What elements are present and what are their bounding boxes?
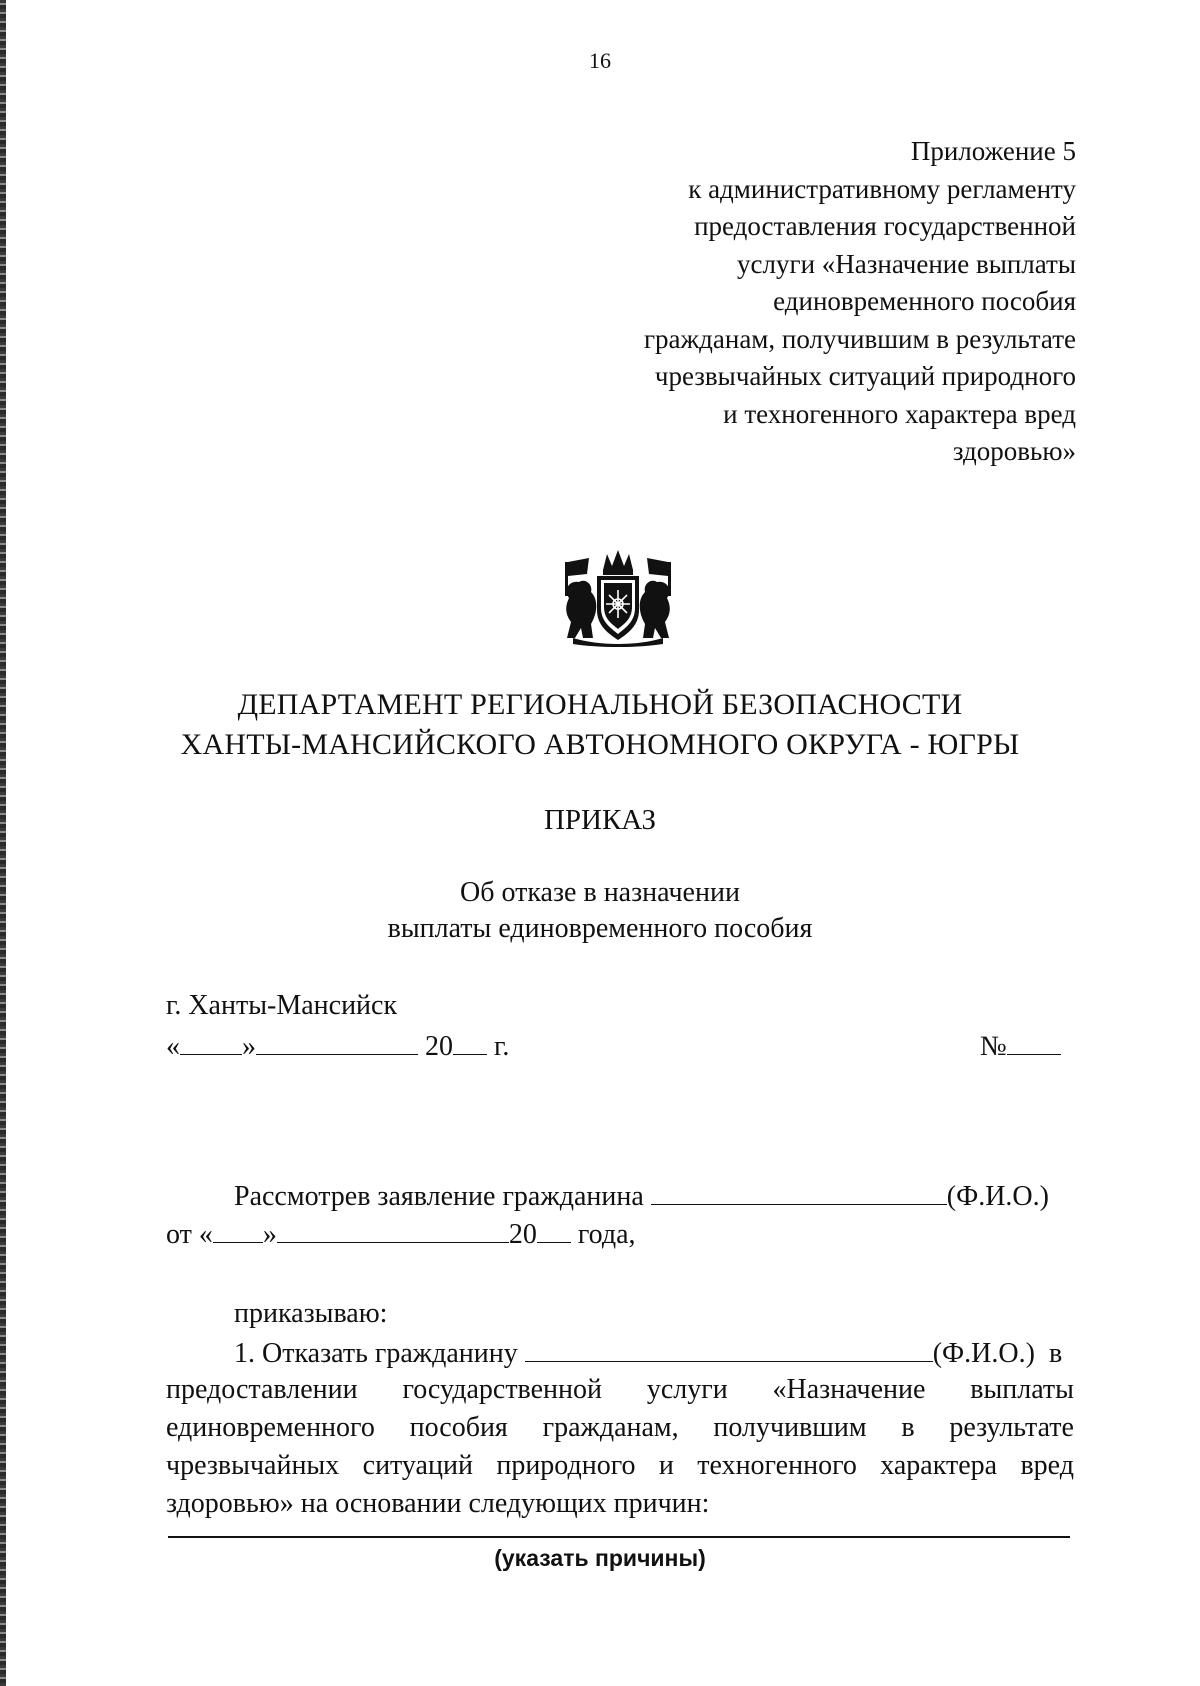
number-blank[interactable]: [1007, 1030, 1061, 1055]
quote-open: «: [166, 1031, 180, 1062]
word: единовременного: [166, 1412, 375, 1443]
word: результате: [949, 1412, 1074, 1443]
item1-line3: [166, 1412, 1074, 1444]
subject-line1: Об отказе в назначении: [460, 877, 740, 908]
item1-line4: [166, 1450, 1074, 1482]
year-prefix: 20: [508, 1219, 537, 1250]
subject-line2: выплаты единовременного пособия: [387, 913, 813, 944]
year-suffix: г.: [494, 1031, 510, 1062]
word: природного: [496, 1450, 636, 1481]
appendix-line: услуги «Назначение выплаты: [737, 248, 1076, 279]
scan-edge: [0, 0, 6, 1686]
year-suffix: года,: [577, 1219, 636, 1250]
word: и: [658, 1450, 674, 1481]
application-day-blank[interactable]: [213, 1218, 263, 1243]
refused-fio-blank[interactable]: [525, 1337, 933, 1362]
appendix-line: предоставления государственной: [694, 211, 1076, 241]
word: «Назначение: [772, 1374, 926, 1405]
in-word: в: [1048, 1338, 1063, 1369]
day-blank[interactable]: [180, 1030, 242, 1055]
appendix-line: к административному регламенту: [688, 173, 1076, 204]
year-prefix: 20: [425, 1031, 453, 1062]
reasons-blank[interactable]: [168, 1536, 1070, 1538]
word: пособия: [409, 1412, 508, 1443]
word: государственной: [402, 1374, 602, 1405]
item1-text: 1. Отказать гражданину: [234, 1338, 518, 1369]
number-sign: №: [980, 1031, 1007, 1062]
word: предоставлении: [166, 1374, 358, 1405]
application-year-blank[interactable]: [537, 1218, 571, 1243]
item1-line2: [166, 1374, 1074, 1406]
fio-label: (Ф.И.О.): [932, 1338, 1035, 1369]
item1-line5: здоровью» на основании следующих причин:: [166, 1488, 710, 1519]
appendix-block: [644, 133, 1076, 471]
word: вред: [1020, 1450, 1074, 1481]
word: гражданам,: [542, 1412, 679, 1443]
word: характера: [880, 1450, 998, 1481]
from-label: от «: [166, 1219, 213, 1250]
word: ситуаций: [362, 1450, 473, 1481]
item1-line1: [234, 1337, 1062, 1370]
year-blank[interactable]: [453, 1030, 487, 1055]
appendix-line: гражданам, получившим в результате: [643, 323, 1076, 354]
word: в: [901, 1412, 915, 1443]
word: получившим: [713, 1412, 867, 1443]
word: услуги: [646, 1374, 728, 1405]
considering-text: Рассмотрев заявление гражданина: [234, 1181, 644, 1212]
coat-of-arms-icon: [559, 548, 677, 648]
application-month-blank[interactable]: [277, 1218, 509, 1243]
document-type: ПРИКАЗ: [543, 804, 657, 836]
fio-label: (Ф.И.О.): [946, 1181, 1049, 1212]
appendix-line: Приложение 5: [910, 136, 1076, 166]
word: чрезвычайных: [166, 1450, 340, 1481]
city-name: г. Ханты-Мансийск: [166, 990, 398, 1021]
considering-line2: [166, 1218, 636, 1251]
order-word: приказываю:: [234, 1298, 388, 1329]
department-name-line2: ХАНТЫ-МАНСИЙСКОГО АВТОНОМНОГО ОКРУГА - ЮГРЫ: [180, 728, 1020, 761]
date-line: [166, 1030, 509, 1063]
word: выплаты: [970, 1374, 1074, 1405]
order-number: [980, 1030, 1061, 1063]
word: техногенного: [697, 1450, 857, 1481]
appendix-line: здоровью»: [952, 436, 1076, 466]
considering-line1: [234, 1180, 1049, 1213]
appendix-line: чрезвычайных ситуаций природного: [654, 361, 1076, 391]
reasons-caption: (указать причины): [494, 1545, 706, 1571]
appendix-line: единовременного пособия: [773, 286, 1076, 316]
department-name-line1: ДЕПАРТАМЕНТ РЕГИОНАЛЬНОЙ БЕЗОПАСНОСТИ: [237, 688, 963, 721]
quote-close: »: [242, 1031, 256, 1062]
month-blank[interactable]: [256, 1030, 418, 1055]
applicant-fio-blank[interactable]: [651, 1180, 947, 1205]
quote-close: »: [262, 1219, 277, 1250]
appendix-line: и техногенного характера вред: [723, 398, 1076, 429]
page-number: 16: [589, 48, 611, 73]
